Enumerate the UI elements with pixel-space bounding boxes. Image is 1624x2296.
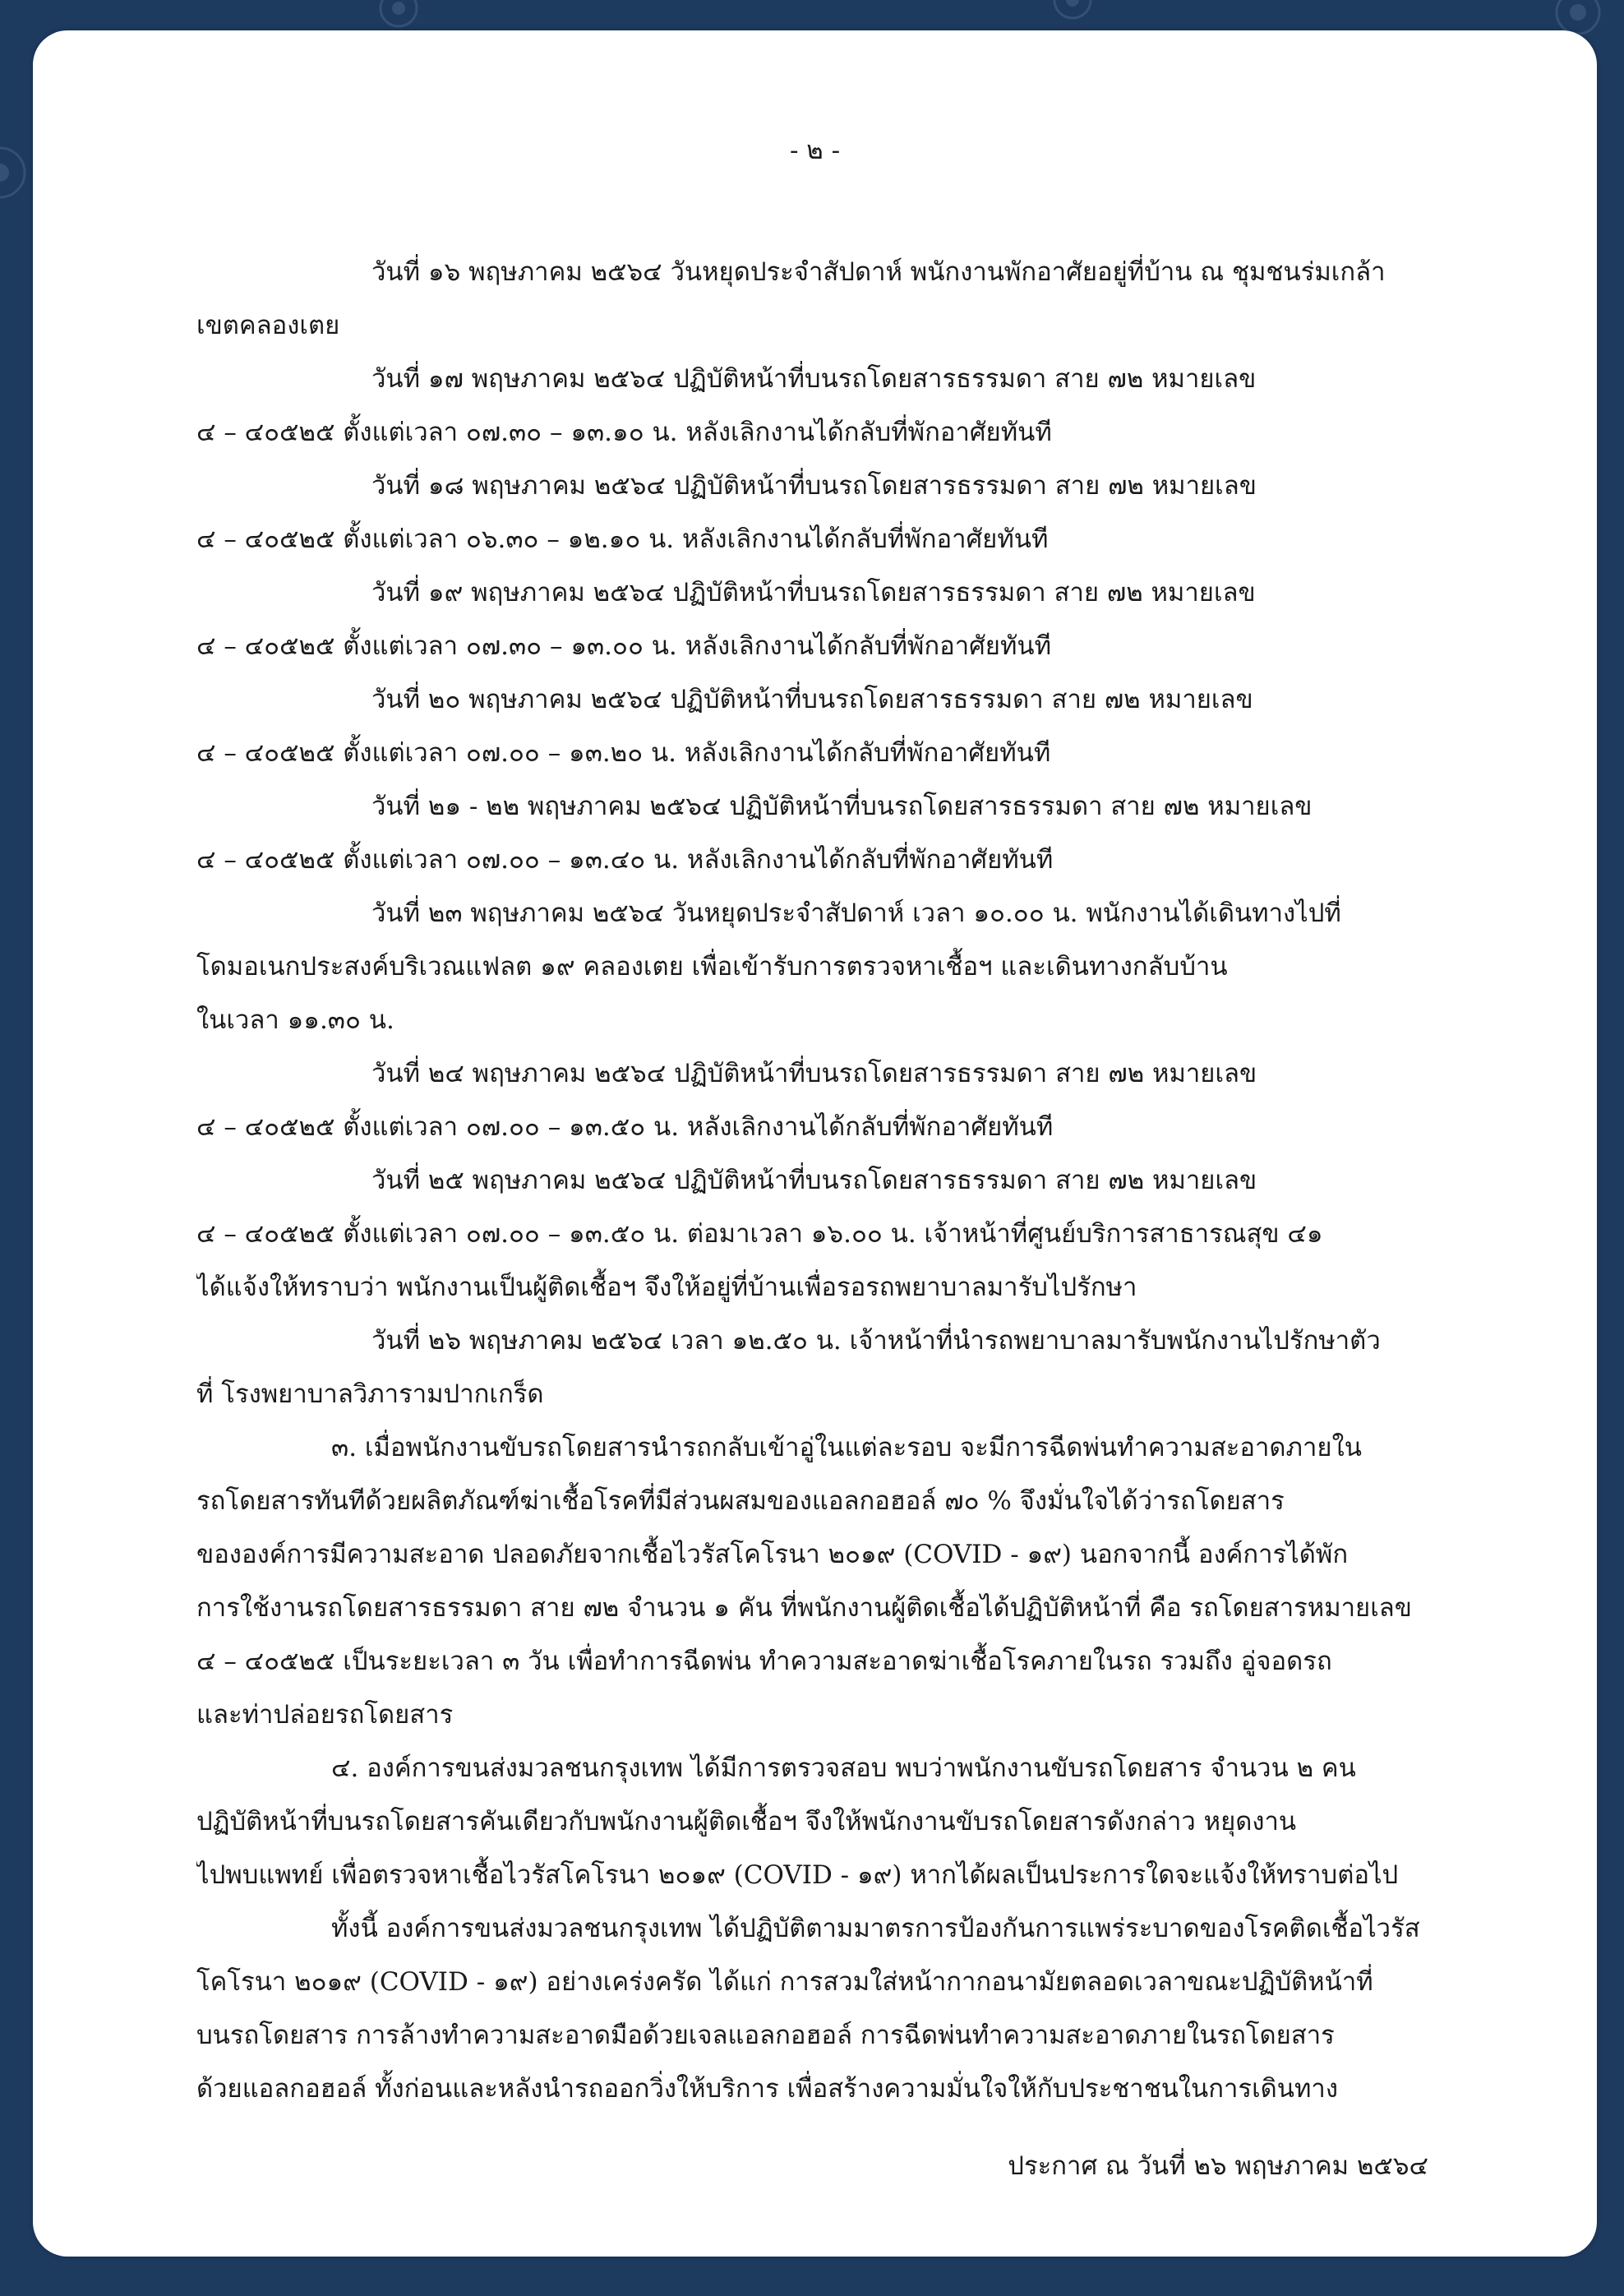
paragraph-first-line: วันที่ ๒๑ - ๒๒ พฤษภาคม ๒๕๖๔ ปฏิบัติหน้าที่บนรถโดยสารธรรมดา สาย ๗๒ หมายเลข (371, 792, 1313, 821)
section-line: ไปพบแพทย์ เพื่อตรวจหาเชื้อไวรัสโคโรนา ๒๐๑๙ (COVID - ๑๙) หากได้ผลเป็นประการใดจะแจ้งให้ทราบต่อไป (196, 1860, 1399, 1890)
paragraph-line: ในเวลา ๑๑.๓๐ น. (196, 1005, 394, 1035)
timeline-paragraph (196, 353, 1461, 460)
timeline-paragraph (196, 887, 1461, 1047)
paragraph-first-line: วันที่ ๒๓ พฤษภาคม ๒๕๖๔ วันหยุดประจำสัปดาห์ เวลา ๑๐.๐๐ น. พนักงานได้เดินทางไปที่ (371, 899, 1341, 928)
paragraph-first-line: วันที่ ๑๗ พฤษภาคม ๒๕๖๔ ปฏิบัติหน้าที่บนรถโดยสารธรรมดา สาย ๗๒ หมายเลข (371, 364, 1257, 394)
timeline-paragraph (196, 1047, 1461, 1154)
paragraph-first-line: วันที่ ๑๘ พฤษภาคม ๒๕๖๔ ปฏิบัติหน้าที่บนรถโดยสารธรรมดา สาย ๗๒ หมายเลข (371, 471, 1257, 501)
paragraph-line: ๔ – ๔๐๕๒๕ ตั้งแต่เวลา ๐๗.๐๐ – ๑๓.๕๐ น. หลังเลิกงานได้กลับที่พักอาศัยทันที (196, 1112, 1054, 1142)
closing-first-line: ทั้งนี้ องค์การขนส่งมวลชนกรุงเทพ ได้ปฏิบัติตามมาตรการป้องกันการแพร่ระบาดของโรคติดเชื้อไวรัส (331, 1914, 1420, 1943)
paragraph-first-line: วันที่ ๒๖ พฤษภาคม ๒๕๖๔ เวลา ๑๒.๕๐ น. เจ้าหน้าที่นำรถพยาบาลมารับพนักงานไปรักษาตัว (371, 1326, 1381, 1356)
paragraph-line: ๔ – ๔๐๕๒๕ ตั้งแต่เวลา ๐๗.๐๐ – ๑๓.๔๐ น. หลังเลิกงานได้กลับที่พักอาศัยทันที (196, 845, 1054, 875)
paragraph-first-line: วันที่ ๑๙ พฤษภาคม ๒๕๖๔ ปฏิบัติหน้าที่บนรถโดยสารธรรมดา สาย ๗๒ หมายเลข (371, 578, 1256, 607)
paragraph-line: ๔ – ๔๐๕๒๕ ตั้งแต่เวลา ๐๗.๐๐ – ๑๓.๕๐ น. ต่อมาเวลา ๑๖.๐๐ น. เจ้าหน้าที่ศูนย์บริการสาธารณสุข ๔๑ (196, 1219, 1323, 1249)
section-line: และท่าปล่อยรถโดยสาร (196, 1700, 454, 1730)
timeline-paragraph (196, 780, 1461, 887)
timeline-paragraph (196, 673, 1461, 780)
timeline-paragraph (196, 460, 1461, 566)
section-line: การใช้งานรถโดยสารธรรมดา สาย ๗๒ จำนวน ๑ คัน ที่พนักงานผู้ติดเชื้อได้ปฏิบัติหน้าที่ คือ รถโดยสารหมายเลข (196, 1593, 1412, 1623)
page-number: - ๒ - (789, 136, 841, 165)
timeline-paragraph (196, 1154, 1461, 1314)
paragraph-line: ได้แจ้งให้ทราบว่า พนักงานเป็นผู้ติดเชื้อฯ จึงให้อยู่ที่บ้านเพื่อรอรถพยาบาลมารับไปรักษา (196, 1273, 1137, 1302)
section-line: รถโดยสารทันทีด้วยผลิตภัณฑ์ฆ่าเชื้อโรคที่มีส่วนผสมของแอลกอฮอล์ ๗๐ % จึงมั่นใจได้ว่ารถโดยสาร (196, 1486, 1285, 1516)
closing-line: โคโรนา ๒๐๑๙ (COVID - ๑๙) อย่างเคร่งครัด ได้แก่ การสวมใส่หน้ากากอนามัยตลอดเวลาขณะปฏิบัติหน้าที่ (196, 1967, 1373, 1997)
closing-line: บนรถโดยสาร การล้างทำความสะอาดมือด้วยเจลแอลกอฮอล์ การฉีดพ่นทำความสะอาดภายในรถโดยสาร (196, 2021, 1335, 2050)
timeline-paragraph (196, 566, 1461, 673)
paragraph-first-line: วันที่ ๒๐ พฤษภาคม ๒๕๖๔ ปฏิบัติหน้าที่บนรถโดยสารธรรมดา สาย ๗๒ หมายเลข (371, 685, 1253, 714)
paragraph-line: ๔ – ๔๐๕๒๕ ตั้งแต่เวลา ๐๗.๐๐ – ๑๓.๒๐ น. หลังเลิกงานได้กลับที่พักอาศัยทันที (196, 738, 1051, 768)
paragraph-line: ๔ – ๔๐๕๒๕ ตั้งแต่เวลา ๐๖.๓๐ – ๑๒.๑๐ น. หลังเลิกงานได้กลับที่พักอาศัยทันที (196, 524, 1049, 554)
paragraph-line: ๔ – ๔๐๕๒๕ ตั้งแต่เวลา ๐๗.๓๐ – ๑๓.๑๐ น. หลังเลิกงานได้กลับที่พักอาศัยทันที (196, 418, 1052, 447)
paragraph-first-line: วันที่ ๒๕ พฤษภาคม ๒๕๖๔ ปฏิบัติหน้าที่บนรถโดยสารธรรมดา สาย ๗๒ หมายเลข (371, 1166, 1257, 1195)
section-first-line: ๓. เมื่อพนักงานขับรถโดยสารนำรถกลับเข้าอู่ในแต่ละรอบ จะมีการฉีดพ่นทำความสะอาดภายใน (331, 1433, 1362, 1462)
paragraph-first-line: วันที่ ๒๔ พฤษภาคม ๒๕๖๔ ปฏิบัติหน้าที่บนรถโดยสารธรรมดา สาย ๗๒ หมายเลข (371, 1059, 1257, 1088)
paragraph-line: ๔ – ๔๐๕๒๕ ตั้งแต่เวลา ๐๗.๓๐ – ๑๓.๐๐ น. หลังเลิกงานได้กลับที่พักอาศัยทันที (196, 631, 1052, 661)
document-page (33, 30, 1597, 2257)
section-4 (196, 1742, 1461, 1902)
section-line: ปฏิบัติหน้าที่บนรถโดยสารคันเดียวกับพนักงานผู้ติดเชื้อฯ จึงให้พนักงานขับรถโดยสารดังกล่าว หยุดงาน (196, 1807, 1297, 1836)
document-body (196, 246, 1461, 2116)
paragraph-first-line: วันที่ ๑๖ พฤษภาคม ๒๕๖๔ วันหยุดประจำสัปดาห์ พนักงานพักอาศัยอยู่ที่บ้าน ณ ชุมชนร่มเกล้า (371, 257, 1386, 287)
paragraph-line: เขตคลองเตย (196, 311, 340, 340)
timeline-paragraph (196, 1314, 1461, 1421)
closing-paragraph (196, 1902, 1461, 2116)
section-first-line: ๔. องค์การขนส่งมวลชนกรุงเทพ ได้มีการตรวจสอบ พบว่าพนักงานขับรถโดยสาร จำนวน ๒ คน (331, 1753, 1356, 1783)
section-3 (196, 1421, 1461, 1742)
paragraph-line: ที่ โรงพยาบาลวิภารามปากเกร็ด (196, 1379, 544, 1409)
section-line: ๔ – ๔๐๕๒๕ เป็นระยะเวลา ๓ วัน เพื่อทำการฉีดพ่น ทำความสะอาดฆ่าเชื้อโรคภายในรถ รวมถึง อู่จอดรถ (196, 1647, 1332, 1676)
announcement-date: ประกาศ ณ วันที่ ๒๖ พฤษภาคม ๒๕๖๔ (1008, 2151, 1428, 2181)
timeline-paragraph (196, 246, 1461, 353)
paragraph-line: โดมอเนกประสงค์บริเวณแฟลต ๑๙ คลองเตย เพื่อเข้ารับการตรวจหาเชื้อฯ และเดินทางกลับบ้าน (196, 952, 1228, 982)
section-line: ขององค์การมีความสะอาด ปลอดภัยจากเชื้อไวรัสโคโรนา ๒๐๑๙ (COVID - ๑๙) นอกจากนี้ องค์การได้พัก (196, 1540, 1349, 1569)
closing-line: ด้วยแอลกอฮอล์ ทั้งก่อนและหลังนำรถออกวิ่งให้บริการ เพื่อสร้างความมั่นใจให้กับประชาชนในการเดินทาง (196, 2074, 1338, 2104)
